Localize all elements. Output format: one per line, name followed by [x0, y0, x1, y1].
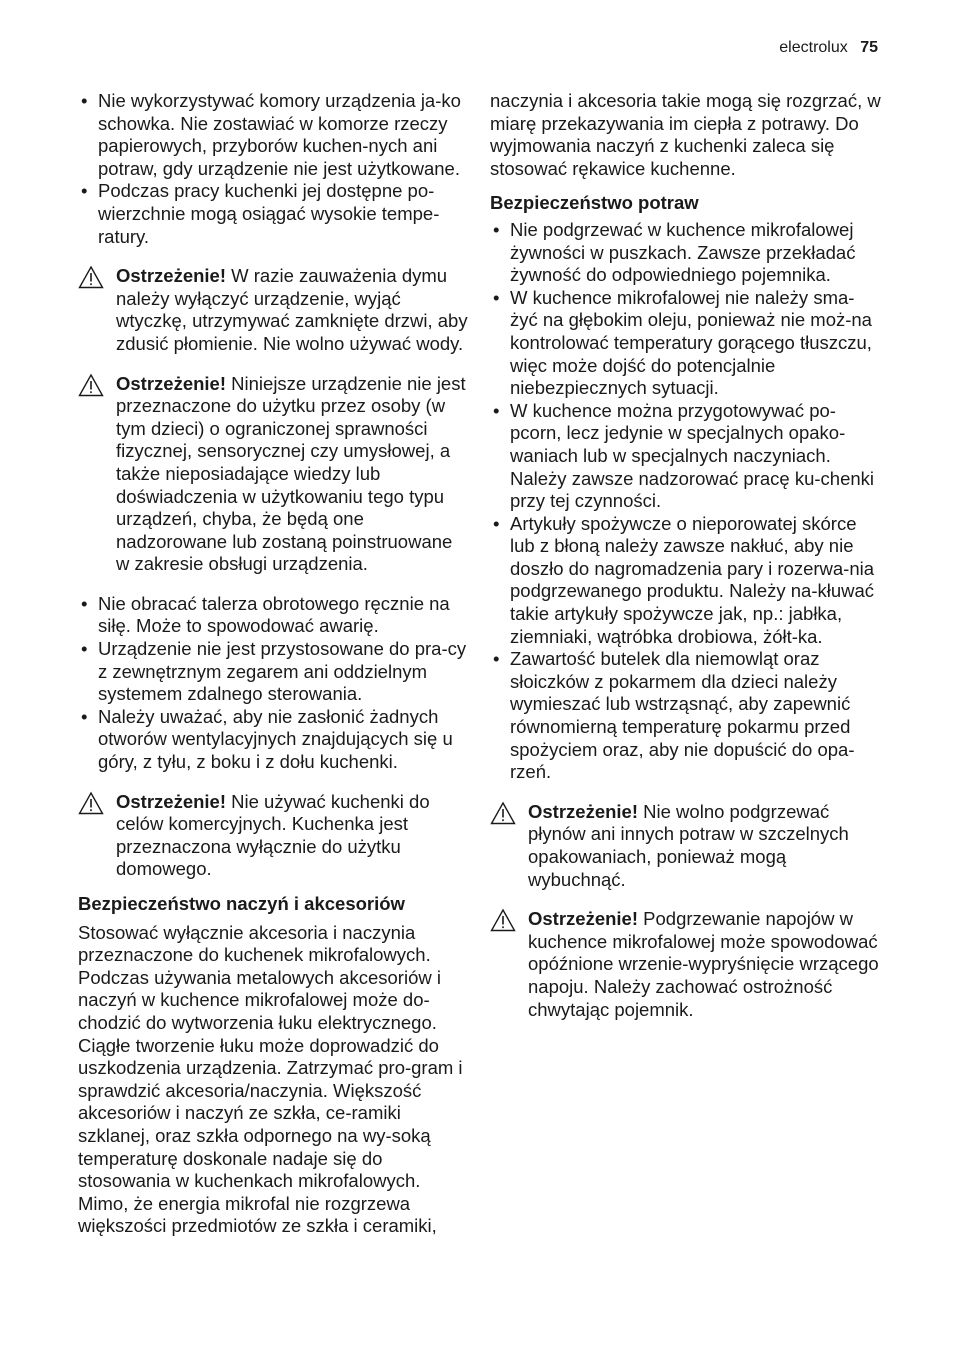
bullet-dot-icon: •: [493, 218, 500, 240]
list-item: • Zawartość butelek dla niemowląt oraz słoiczków z pokarmem dla dzieci należy wymieszać lub wstrząsnąć, aby zapewnić równomierną temperaturę pokarmu przed spożyciem oraz, aby nie dopuścić do opa-rzeń.: [493, 648, 855, 783]
warning-note: Ostrzeżenie! Niniejsze urządzenie nie jest przeznaczone do użytku przez osoby (w tym dzieci) o ograniczonej sprawności fizycznej, sensorycznej czy umysłowej, a także nieposiadające wiedzy lub doświadczenia w użytkowaniu tego typu urządzeń, chyba, że będą one nadzorowane lub zostaną poinstruowane w zakresie obsługi urządzenia.: [78, 373, 468, 576]
list-item: • Nie wykorzystywać komory urządzenia ja-ko schowka. Nie zostawiać w komorze rzeczy papierowych, przyborów kuchen-nych ani potraw, gdy urządzenie nie jest użytkowane.: [81, 90, 461, 179]
warning-label: Ostrzeżenie!: [116, 265, 227, 287]
warning-label: Ostrzeżenie!: [528, 800, 639, 822]
warning-triangle-icon: [78, 373, 104, 397]
list-item: • Nie podgrzewać w kuchence mikrofalowej żywności w puszkach. Zawsze przekładać żywność do odpowiedniego pojemnika.: [493, 218, 856, 286]
bullet-list: [78, 593, 468, 774]
warning-label: Ostrzeżenie!: [116, 372, 227, 394]
section-title: Bezpieczeństwo naczyń i akcesoriów: [78, 893, 405, 914]
section-title: Bezpieczeństwo potraw: [490, 192, 699, 214]
page-number: 75: [860, 39, 878, 56]
list-item: • Podczas pracy kuchenki jej dostępne po-wierzchnie mogą osiągać wysokie tempe-ratury.: [81, 180, 440, 247]
brand-name: electrolux: [779, 39, 848, 56]
warning-note: Ostrzeżenie! Podgrzewanie napojów w kuchence mikrofalowej może spowodować opóźnione wrzenie-wypryśnięcie wrzącego napoju. Należy zachować ostrożność chwytając pojemnik.: [490, 908, 882, 1021]
bullet-dot-icon: •: [493, 512, 500, 534]
warning-triangle-icon: [490, 908, 516, 932]
warning-triangle-icon: [78, 791, 104, 815]
list-item: • Urządzenie nie jest przystosowane do pra-cy z zewnętrznym zegarem ani oddzielnym systemem zdalnego sterowania.: [81, 638, 467, 705]
continuation-paragraph: naczynia i akcesoria takie mogą się rozgrzać, w miarę przekazywania im ciepła z potrawy. Do wyjmowania naczyń z kuchenki zaleca się stosować rękawice kuchenne.: [490, 90, 881, 179]
list-item: • Nie obracać talerza obrotowego ręcznie na siłę. Może to spowodować awarię.: [81, 592, 450, 637]
warning-note: Ostrzeżenie! Nie wolno podgrzewać płynów ani innych potraw w szczelnych opakowaniach, ponieważ mogą wybuchnąć.: [490, 801, 882, 891]
warning-label: Ostrzeżenie!: [116, 790, 227, 812]
warning-triangle-icon: [490, 801, 516, 825]
bullet-dot-icon: •: [493, 399, 500, 421]
bullet-dot-icon: •: [81, 90, 88, 111]
page-header: [779, 38, 878, 58]
bullet-dot-icon: •: [81, 180, 88, 202]
left-column: [78, 90, 468, 1238]
warning-triangle-icon: [78, 265, 104, 289]
list-item: • W kuchence mikrofalowej nie należy sma-żyć na głębokim oleju, ponieważ nie moż-na kontrolować temperatury gorącego tłuszczu, więc może dojść do potencjalnie niebezpiecznych sytuacji.: [493, 286, 872, 399]
list-item: • Artykuły spożywcze o nieporowatej skórce lub z błoną należy zawsze nakłuć, aby nie doszło do nagromadzenia pary i rozerwa-nia podgrzewanego produktu. Należy na-kłuwać takie artykuły spożywcze jak, np.: jabłka, ziemniaki, wątróbka drobiowa, żółt-ka.: [493, 512, 875, 647]
list-item: • W kuchence można przygotowywać po-pcorn, lecz jedynie w specjalnych opako-waniach lub w specjalnych naczyniach. Należy zawsze nadzorować pracę ku-chenki przy tej czynności.: [493, 399, 875, 512]
bullet-dot-icon: •: [493, 286, 500, 308]
bullet-list: [78, 90, 468, 248]
bullet-dot-icon: •: [493, 648, 500, 670]
bullet-dot-icon: •: [81, 592, 88, 614]
bullet-dot-icon: •: [81, 638, 88, 660]
section-paragraph: Stosować wyłącznie akcesoria i naczynia przeznaczone do kuchenek mikrofalowych. Podczas używania metalowych akcesoriów i naczyń w kuchence mikrofalowej może do-chodzić do wytworzenia łuku elektrycznego. Ciągłe tworzenie łuku może doprowadzić do uszkodzenia urządzenia. Zatrzymać pro-gram i sprawdzić akcesoria/naczynia. Większość akcesoriów i naczyń ze szkła, ce-ramiki szklanej, oraz szkła odpornego na wy-soką temperaturę doskonale nadaje się do stosowania w kuchenkach mikrofalowych. Mimo, że energia mikrofal nie rozgrzewa większości przedmiotów ze szkła i ceramiki,: [78, 921, 463, 1237]
warning-note: Ostrzeżenie! Nie używać kuchenki do celów komercyjnych. Kuchenka jest przeznaczona wyłącznie do użytku domowego.: [78, 791, 468, 881]
right-column: [490, 90, 882, 1021]
bullet-list: [490, 219, 882, 784]
list-item: • Należy uważać, aby nie zasłonić żadnych otworów wentylacyjnych znajdujących się u góry, z tyłu, z boku i z dołu kuchenki.: [81, 705, 453, 773]
bullet-dot-icon: •: [81, 705, 88, 727]
warning-note: Ostrzeżenie! W razie zauważenia dymu należy wyłączyć urządzenie, wyjąć wtyczkę, utrzymywać zamknięte drzwi, aby zdusić płomienie. Nie wolno używać wody.: [78, 265, 468, 355]
warning-label: Ostrzeżenie!: [528, 908, 639, 930]
